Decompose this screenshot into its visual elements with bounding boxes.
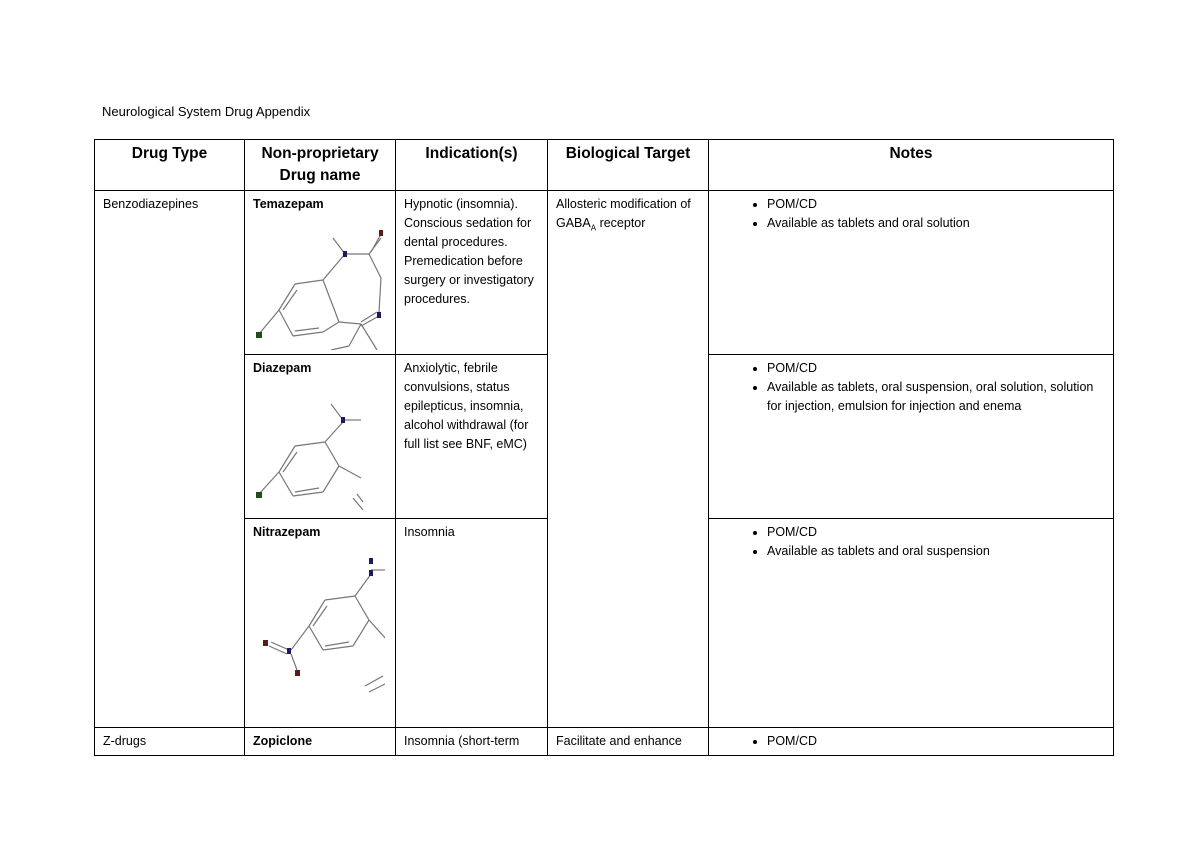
header-drug-name	[245, 140, 396, 191]
indication-cell	[396, 728, 548, 756]
drug-name-cell	[245, 728, 396, 756]
drug-type-cell	[95, 191, 245, 728]
indication-text: Anxiolytic, febrile convulsions, status epilepticus, insomnia, alcohol withdrawal (for full list see BNF, eMC)	[404, 361, 529, 451]
note-item: • POM/CD	[767, 195, 1105, 214]
drug-table	[94, 139, 1114, 756]
indication-text: Insomnia	[404, 525, 455, 539]
document-title: Neurological System Drug Appendix	[102, 104, 311, 119]
target-cell	[548, 728, 709, 756]
drug-name-cell	[245, 519, 396, 728]
indication-cell	[396, 355, 548, 519]
note-item: • POM/CD	[767, 732, 1105, 751]
nitrazepam-structure-image	[253, 546, 385, 706]
target-cell	[548, 191, 709, 728]
indication-cell	[396, 519, 548, 728]
target-text: Facilitate and enhance	[556, 734, 682, 748]
drug-type-cell	[95, 728, 245, 756]
drug-type-label: Z-drugs	[103, 734, 147, 748]
drug-name-cell	[245, 355, 396, 519]
notes-list	[717, 732, 1105, 751]
table-row	[95, 191, 1114, 355]
target-text-subscript: A	[590, 223, 597, 233]
drug-name-cell	[245, 191, 396, 355]
target-text-prefix: Allosteric modification of GABA	[556, 197, 691, 230]
notes-cell	[709, 728, 1114, 756]
drug-name-diazepam: Diazepam	[253, 361, 312, 375]
notes-list	[717, 195, 1105, 233]
notes-cell	[709, 519, 1114, 728]
target-text-suffix: receptor	[596, 216, 646, 230]
drug-name-nitrazepam: Nitrazepam	[253, 525, 321, 539]
indication-text: Hypnotic (insomnia). Conscious sedation for dental procedures. Premedication before surgery or investigatory procedures.	[404, 197, 534, 306]
table-row	[95, 728, 1114, 756]
header-drug-name-line1: Non-proprietary	[261, 145, 379, 162]
drug-name-temazepam: Temazepam	[253, 197, 324, 211]
header-notes: Notes	[709, 140, 1114, 191]
temazepam-structure-image	[253, 218, 385, 350]
notes-cell	[709, 191, 1114, 355]
notes-list	[717, 359, 1105, 416]
note-item: • POM/CD	[767, 359, 1105, 378]
note-item: • Available as tablets and oral suspension	[767, 542, 1105, 561]
indication-text: Insomnia (short-term	[404, 734, 520, 748]
header-indications: Indication(s)	[396, 140, 548, 191]
header-drug-name-line2: Drug name	[279, 167, 361, 184]
notes-cell	[709, 355, 1114, 519]
note-item: • Available as tablets and oral solution	[767, 214, 1105, 233]
header-row	[95, 140, 1114, 191]
note-item: • Available as tablets, oral suspension, oral solution, solution for injection, emulsion for injection and enema	[767, 378, 1105, 416]
drug-type-label: Benzodiazepines	[103, 197, 199, 211]
indication-cell	[396, 191, 548, 355]
notes-list	[717, 523, 1105, 561]
header-drug-type: Drug Type	[95, 140, 245, 191]
diazepam-structure-image	[253, 382, 385, 514]
note-item: • POM/CD	[767, 523, 1105, 542]
drug-name-zopiclone: Zopiclone	[253, 734, 313, 748]
header-target: Biological Target	[548, 140, 709, 191]
